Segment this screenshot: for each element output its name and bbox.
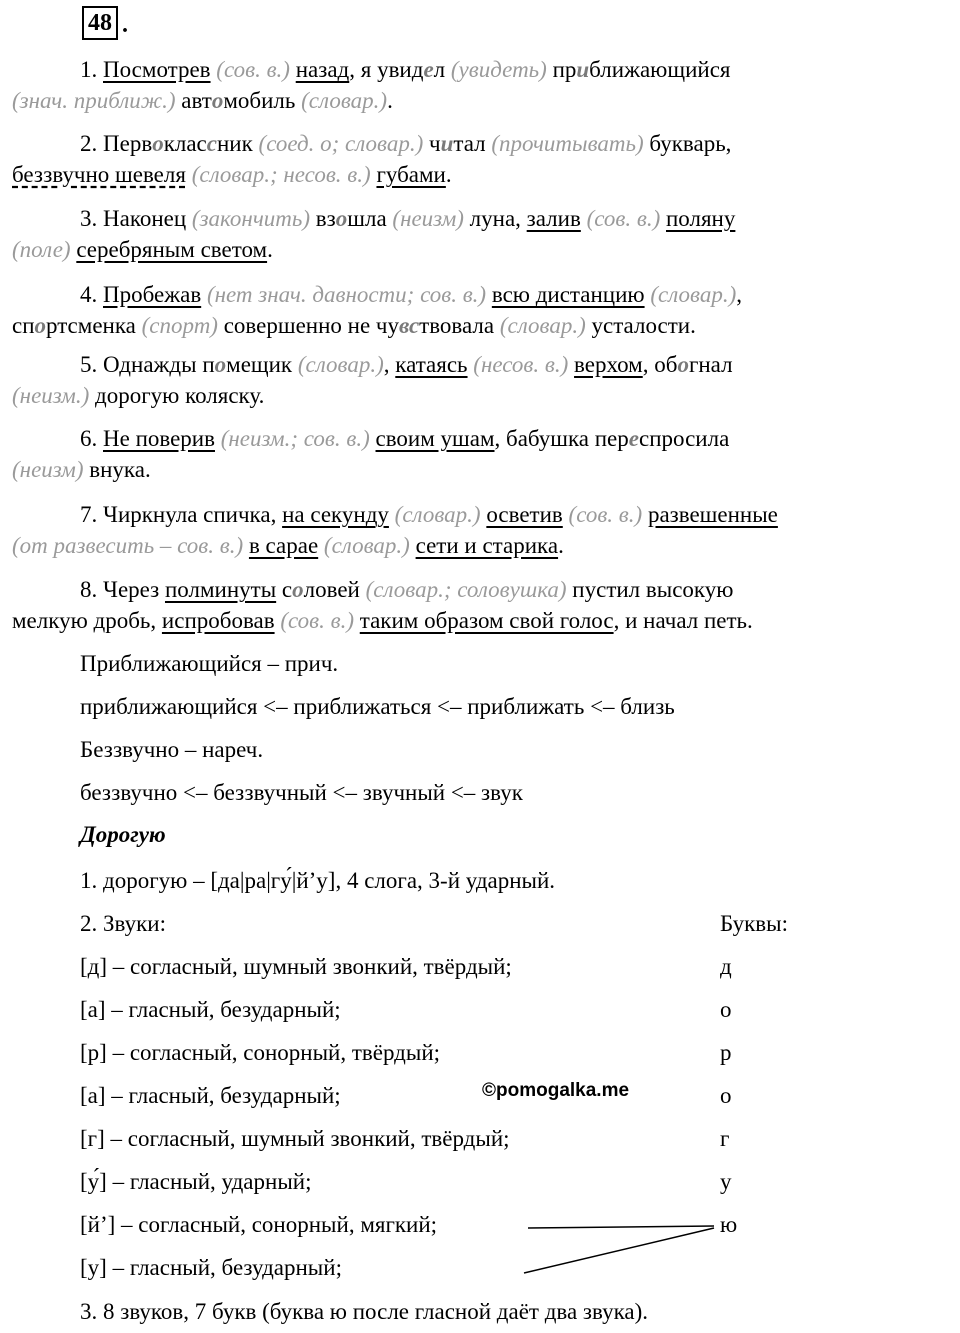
text-fragment: 3. Наконец xyxy=(80,206,192,231)
grammar-note: (знач. приближ.) xyxy=(12,88,176,113)
text-fragment: пустил высокую xyxy=(566,577,734,602)
text-fragment: поляну xyxy=(666,206,736,231)
grammar-note: (сов. в.) xyxy=(216,57,290,82)
text-fragment: луна, xyxy=(463,206,527,231)
grammar-note: (словар.) xyxy=(499,313,586,338)
sound-row: [г] – согласный, шумный звонкий, твёрдый; xyxy=(80,1126,510,1151)
text-fragment: совершенно не чу xyxy=(217,313,399,338)
letter-cell: г xyxy=(720,1126,730,1151)
text-fragment: 1. xyxy=(80,57,103,82)
morphemic-line-1: Приближающийся – прич. xyxy=(80,651,339,676)
text-fragment: . xyxy=(558,533,564,558)
transcription-line: 1. дорогую – [да|ра|гу́|й’у], 4 слога, 3-й ударный. xyxy=(80,868,556,893)
text-fragment: . xyxy=(387,88,393,113)
grammar-note: (сов. в.) xyxy=(586,206,661,231)
text-fragment: , xyxy=(736,282,742,307)
text-fragment: , и начал петь. xyxy=(613,608,753,633)
letter-cell: ю xyxy=(720,1212,738,1237)
text-fragment: с xyxy=(276,577,293,602)
grammar-note: (словар.) xyxy=(323,533,410,558)
text-fragment: спросила xyxy=(638,426,730,451)
text-fragment: мобиль xyxy=(223,88,302,113)
grammar-note: (словар.) xyxy=(301,88,388,113)
grammar-note: (поле) xyxy=(12,237,71,262)
text-fragment: в сарае xyxy=(248,533,319,558)
text-fragment: ник xyxy=(216,131,259,156)
grammar-note: (нет знач. давности; сов. в.) xyxy=(206,282,487,307)
text-fragment: ловей xyxy=(303,577,366,602)
grammar-note: (словар.; соловушка) xyxy=(365,577,567,602)
text-fragment: таким образом свой голос xyxy=(359,608,614,633)
morphemic-line-3: Беззвучно – нареч. xyxy=(80,737,264,762)
grammar-note: (закончить) xyxy=(191,206,311,231)
watermark: ©pomogalka.me xyxy=(482,1080,630,1101)
text-fragment: испробовав xyxy=(161,608,275,633)
text-fragment: всю дистанцию xyxy=(491,282,645,307)
sound-row: [д] – согласный, шумный звонкий, твёрдый; xyxy=(80,954,512,979)
morphemic-line-2: приближающийся <– приближаться <– приближать <– близь xyxy=(80,694,675,719)
text-fragment: , бабушка пер xyxy=(494,426,629,451)
text-fragment: мещик xyxy=(226,352,298,377)
text-fragment: осветив xyxy=(486,502,563,527)
text-fragment: твовала xyxy=(419,313,500,338)
phonetic-heading: Дорогую xyxy=(80,822,166,847)
text-fragment: усталости. xyxy=(585,313,696,338)
text-fragment: залив xyxy=(526,206,581,231)
exercise-number: 48 xyxy=(82,6,118,40)
summary-line: 3. 8 звуков, 7 букв (буква ю после гласной даёт два звука). xyxy=(80,1299,649,1324)
text-fragment: 5. Однажды п xyxy=(80,352,215,377)
text-fragment: своим ушам xyxy=(375,426,495,451)
highlighted-letter: и xyxy=(576,57,590,82)
sound-row: [й’] – согласный, сонорный, мягкий; xyxy=(80,1212,438,1237)
letter-cell: о xyxy=(720,1083,732,1108)
text-fragment: букварь, xyxy=(643,131,732,156)
text-fragment: 8. Через xyxy=(80,577,165,602)
grammar-note: (неизм.; сов. в.) xyxy=(220,426,370,451)
text-fragment: катаясь xyxy=(395,352,468,377)
text-fragment: пр xyxy=(546,57,577,82)
text-fragment: ч xyxy=(423,131,441,156)
grammar-note: (прочитывать) xyxy=(491,131,644,156)
grammar-note: (сов. в.) xyxy=(280,608,354,633)
sound-row: [а] – гласный, безударный; xyxy=(80,1083,341,1108)
highlighted-letter: и xyxy=(440,131,454,156)
letter-cell: р xyxy=(720,1040,732,1065)
grammar-note: (словар.) xyxy=(650,282,737,307)
highlighted-letter: о xyxy=(335,206,348,231)
text-fragment: Пробежав xyxy=(103,282,202,307)
highlighted-letter: е xyxy=(628,426,639,451)
grammar-note: (неизм) xyxy=(392,206,464,231)
highlighted-letter: о xyxy=(677,352,689,377)
text-fragment: . xyxy=(445,162,452,187)
grammar-note: (неизм.) xyxy=(12,383,90,408)
text-fragment: , об xyxy=(642,352,678,377)
letter-cell: о xyxy=(720,997,732,1022)
text-fragment: на секунду xyxy=(282,502,389,527)
text-fragment: 7. Чиркнула спичка, xyxy=(80,502,283,527)
text-fragment: серебряным светом xyxy=(76,237,268,262)
highlighted-letter: вс xyxy=(398,313,420,338)
grammar-note: (от развесить – сов. в.) xyxy=(12,533,244,558)
text-fragment: авт xyxy=(175,88,212,113)
text-fragment: . xyxy=(267,237,273,262)
text-fragment: беззвучно шевеля xyxy=(12,162,186,187)
text-fragment: Не поверив xyxy=(103,426,215,451)
text-fragment: ближающийся xyxy=(589,57,731,82)
grammar-note: (спорт) xyxy=(141,313,218,338)
grammar-note: (несов. в.) xyxy=(473,352,569,377)
sounds-title: 2. Звуки: xyxy=(80,911,166,936)
text-fragment: верхом xyxy=(574,352,643,377)
text-fragment: гнал xyxy=(688,352,733,377)
text-fragment: внука. xyxy=(83,457,151,482)
sound-row: [у] – гласный, безударный; xyxy=(80,1255,342,1280)
highlighted-letter: с xyxy=(206,131,217,156)
text-fragment: сети и старика xyxy=(415,533,559,558)
text-fragment: вз xyxy=(310,206,336,231)
text-fragment: Посмотрев xyxy=(103,57,211,82)
highlighted-letter: о xyxy=(211,88,224,113)
letter-cell: д xyxy=(720,954,732,979)
text-fragment: назад xyxy=(295,57,350,82)
text-fragment: дорогую коляску. xyxy=(89,383,265,408)
highlighted-letter: о xyxy=(34,313,47,338)
text-fragment: , я увид xyxy=(349,57,424,82)
grammar-note: (сов. в.) xyxy=(568,502,643,527)
text-fragment: мелкую дробь, xyxy=(12,608,162,633)
highlighted-letter: о xyxy=(152,131,164,156)
text-fragment: губами xyxy=(376,162,446,187)
grammar-note: (словар.) xyxy=(297,352,384,377)
exercise-number-dot: . xyxy=(122,12,128,38)
grammar-note: (неизм) xyxy=(12,457,84,482)
text-fragment: ртсменка xyxy=(46,313,142,338)
morphemic-line-4: беззвучно <– беззвучный <– звучный <– звук xyxy=(80,780,523,805)
text-fragment: , xyxy=(383,352,396,377)
text-fragment: развешенные xyxy=(647,502,778,527)
sound-row: [а] – гласный, безударный; xyxy=(80,997,341,1022)
text-fragment: тал xyxy=(453,131,492,156)
letters-title: Буквы: xyxy=(720,911,789,936)
highlighted-letter: о xyxy=(292,577,304,602)
sound-row: [р] – согласный, сонорный, твёрдый; xyxy=(80,1040,441,1065)
highlighted-letter: о xyxy=(214,352,227,377)
sound-row: [у́] – гласный, ударный; xyxy=(80,1169,312,1194)
text-fragment: шла xyxy=(347,206,393,231)
grammar-note: (словар.; несов. в.) xyxy=(191,162,371,187)
highlighted-letter: е xyxy=(423,57,434,82)
text-fragment: сп xyxy=(12,313,35,338)
grammar-note: (словар.) xyxy=(394,502,481,527)
text-fragment: л xyxy=(433,57,451,82)
grammar-note: (соед. о; словар.) xyxy=(258,131,424,156)
grammar-note: (увидеть) xyxy=(450,57,547,82)
text-fragment: клас xyxy=(163,131,207,156)
text-fragment: 2. Перв xyxy=(80,131,153,156)
text-fragment: полминуты xyxy=(164,577,277,602)
letter-cell: у xyxy=(720,1169,732,1194)
text-fragment: 6. xyxy=(80,426,103,451)
text-fragment: 4. xyxy=(80,282,103,307)
